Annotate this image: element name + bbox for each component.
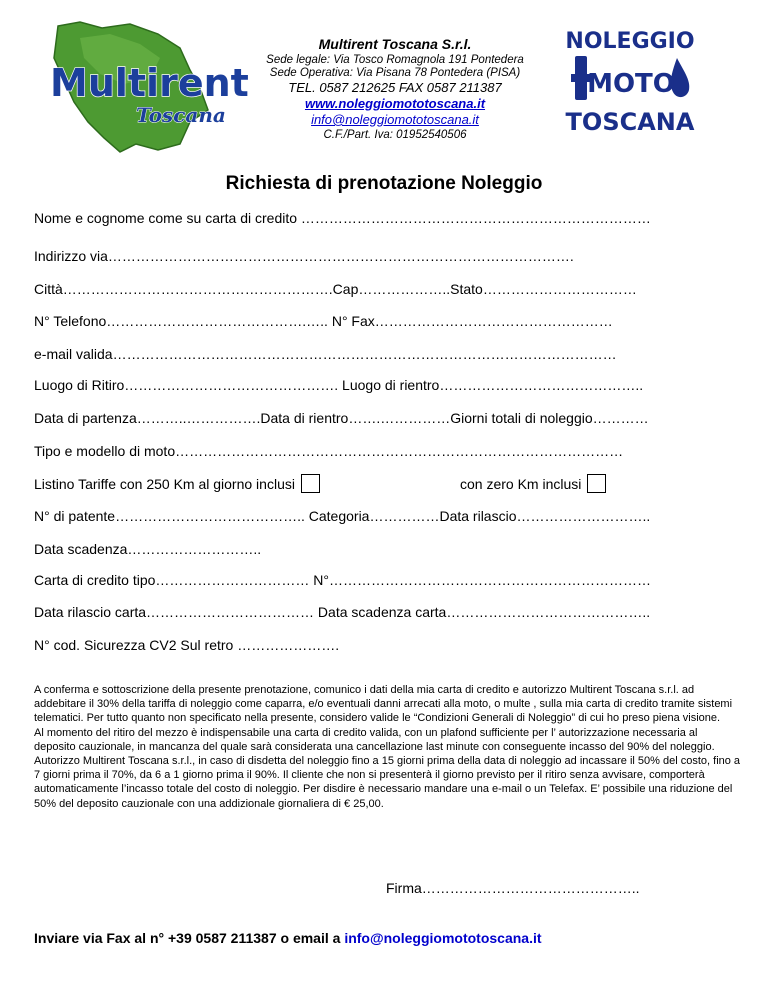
listino-250km-label: Listino Tariffe con 250 Km al giorno inclusi: [34, 476, 295, 492]
signature-line[interactable]: Firma………………………………………..: [386, 880, 640, 896]
field-nome-cognome[interactable]: Nome e cognome come su carta di credito …………………………………………………………………: [34, 210, 651, 226]
field-tipo-moto[interactable]: Tipo e modello di moto……………………………………………………………………………………: [34, 443, 624, 459]
sede-legale: Sede legale: Via Tosco Romagnola 191 Pontedera: [266, 54, 524, 66]
footer-email-link[interactable]: info@noleggiomototoscana.it: [344, 930, 542, 946]
noleggio-moto-logo: [565, 22, 695, 138]
svg-text:Multirent: Multirent: [50, 61, 249, 105]
cf-piva: C.F./Part. Iva: 01952540506: [323, 129, 467, 141]
field-cv2[interactable]: N° cod. Sicurezza CV2 Sul retro ………………….: [34, 637, 340, 653]
document-title: Richiesta di prenotazione Noleggio: [225, 173, 543, 194]
terms-paragraph: A conferma e sottoscrizione della presente prenotazione, comunico i dati della mia carta di credito e autorizzo Multirent Toscana s.r.l. ad addebitare il 30% della tariffa di noleggio come caparra, e/o eventuali danni arrecati alla moto, o multe , sulla mia carta di credito tramite sistemi telematici. Per tutto quanto non specificato nella presente, considero valide le “Condizioni Generali di Noleggio” di cui ho preso piena visione.: [34, 684, 733, 725]
field-date-noleggio[interactable]: Data di partenza………..…………….Data di rientro…….……………Giorni totali di noleggio…………: [34, 410, 649, 426]
field-data-scadenza[interactable]: Data scadenza………………………..: [34, 541, 262, 557]
field-indirizzo[interactable]: Indirizzo via……………………………………………………………………………………….: [34, 248, 574, 264]
field-telefono-fax[interactable]: N° Telefono…………………………………….….. N° Fax……………………………………………: [34, 313, 613, 329]
svg-text:MOTO: MOTO: [587, 69, 675, 99]
terms-text: [34, 683, 742, 811]
field-rilascio-scadenza-carta[interactable]: Data rilascio carta……………………………… Data scadenza carta……………………………………..: [34, 604, 651, 620]
field-email[interactable]: e-mail valida………………………………………………………………………………………………: [34, 346, 617, 362]
svg-text:Toscana: Toscana: [136, 103, 226, 127]
email-link[interactable]: info@noleggiomototoscana.it: [311, 112, 479, 127]
sede-operativa: Sede Operativa: Via Pisana 78 Pontedera (PISA): [269, 67, 521, 79]
field-citta-cap-stato[interactable]: Città………………………………………………….Cap………………..Stato……………………………: [34, 281, 637, 297]
tuscany-map-logo-icon: [40, 18, 249, 158]
footer-instructions: [34, 930, 542, 946]
terms-paragraph: Al momento del ritiro del mezzo è indispensabile una carta di credito valida, con un plafond sufficiente per l’ autorizzazione necessaria al deposito cauzionale, in mancanza del quale sarà considerata una cancellazione last minute con conseguente incasso del 90% del noleggio.: [34, 726, 715, 753]
svg-text:TOSCANA: TOSCANA: [565, 108, 695, 136]
field-carta-credito[interactable]: Carta di credito tipo…………………………… N°……………………………………………………………: [34, 572, 651, 588]
field-patente[interactable]: N° di patente………………………………….. Categoria……………Data rilascio………………………..: [34, 508, 651, 524]
svg-text:NOLEGGIO: NOLEGGIO: [565, 29, 695, 54]
motorcycle-logo-icon: [565, 22, 695, 138]
company-name: Multirent Toscana S.r.l.: [318, 36, 472, 52]
footer-text: Inviare via Fax al n° +39 0587 211387 o email a: [34, 930, 345, 946]
listino-250km-checkbox[interactable]: [301, 474, 320, 493]
multirent-logo: [40, 18, 249, 158]
listino-250km-option: [34, 474, 320, 493]
zero-km-checkbox[interactable]: [587, 474, 606, 493]
zero-km-label: con zero Km inclusi: [460, 476, 582, 492]
tel-fax: TEL. 0587 212625 FAX 0587 211387: [288, 80, 502, 95]
terms-paragraph: Autorizzo Multirent Toscana s.r.l., in caso di disdetta del noleggio fino a 15 giorni prima della data di noleggio ad incassare il 50% del costo, fino a 7 giorni prima il 70%, da 6 a 1 giorno prima il 90%. Il cliente che non si presenterà il giorno previsto per il ritiro senza avvisare, comporterà automaticamente l’incasso totale del costo di noleggio. Per disdire è necessario mandare una e-mail o un Telefax. E’ possibile una riduzione del 50% del deposito cauzionale con una addizionale giornaliera di € 25,00.: [34, 755, 741, 810]
zero-km-option: [460, 474, 606, 493]
field-luogo-ritiro-rientro[interactable]: Luogo di Ritiro………………………………………. Luogo di rientro……………………………………..: [34, 377, 644, 393]
website-link[interactable]: www.noleggiomototoscana.it: [304, 96, 486, 111]
